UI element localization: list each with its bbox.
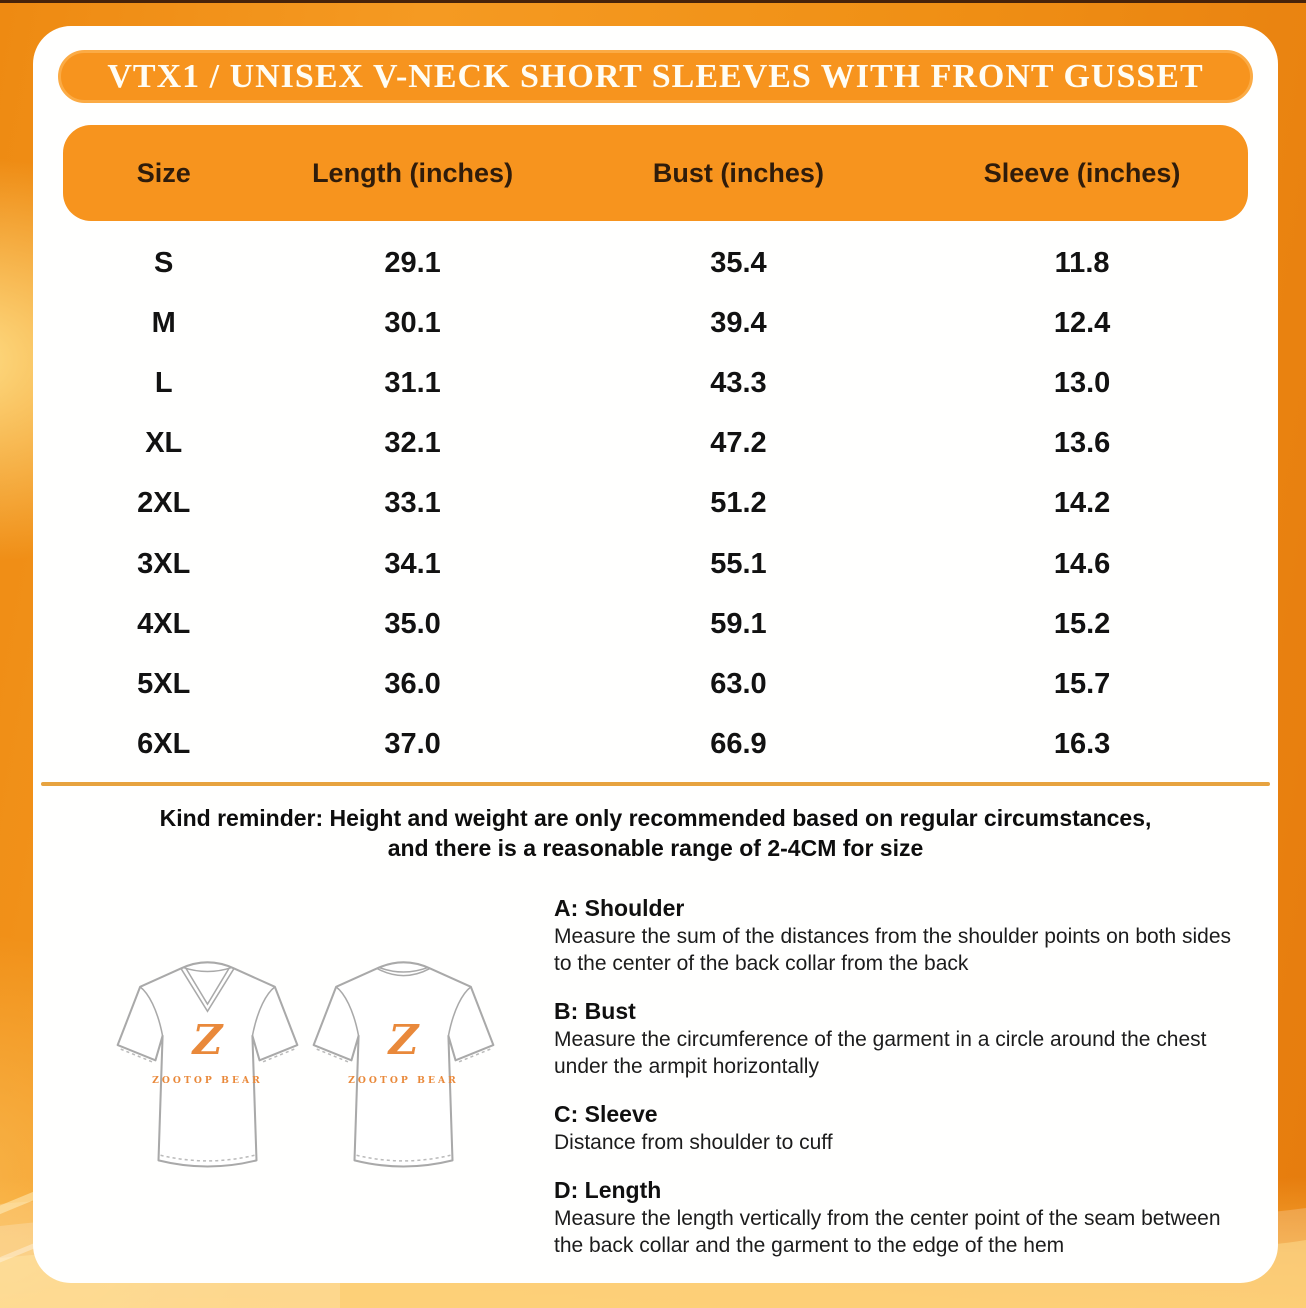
cell-bust: 35.4 bbox=[710, 246, 767, 279]
table-row bbox=[63, 414, 1248, 474]
measurement-description: Measure the sum of the distances from the shoulder points on both sides to the center of the back collar from the back bbox=[554, 925, 1232, 975]
column-header-size: Size bbox=[136, 157, 191, 188]
size-table-header-row bbox=[63, 125, 1248, 221]
page-title: VTX1 / UNISEX V-NECK SHORT SLEEVES WITH FRONT GUSSET bbox=[107, 57, 1204, 95]
measurement-description: Measure the circumference of the garment in a circle around the chest under the armpit horizontally bbox=[554, 1028, 1207, 1078]
measurement-item bbox=[554, 894, 1244, 977]
measurement-label: C: Sleeve bbox=[554, 1101, 658, 1127]
cell-bust: 63.0 bbox=[710, 668, 767, 701]
measurement-item bbox=[554, 1100, 1244, 1156]
cell-length: 31.1 bbox=[384, 367, 441, 400]
cell-length: 32.1 bbox=[384, 427, 441, 460]
brand-logo-letter: Z bbox=[388, 1016, 419, 1065]
measurement-label: B: Bust bbox=[554, 998, 636, 1024]
cell-size: 5XL bbox=[137, 668, 191, 701]
cell-sleeve: 14.2 bbox=[1053, 487, 1111, 520]
cell-size: M bbox=[151, 306, 176, 339]
cell-bust: 55.1 bbox=[710, 547, 767, 580]
size-chart-card bbox=[33, 26, 1278, 1283]
table-row bbox=[63, 534, 1248, 594]
measurement-description: Distance from shoulder to cuff bbox=[554, 1131, 833, 1154]
cell-size: 3XL bbox=[137, 547, 191, 580]
title-banner bbox=[58, 50, 1253, 103]
cell-size: L bbox=[154, 367, 173, 400]
table-row bbox=[63, 233, 1248, 293]
cell-sleeve: 13.6 bbox=[1053, 427, 1111, 460]
table-row bbox=[63, 655, 1248, 715]
table-row bbox=[63, 293, 1248, 353]
column-header-bust: Bust (inches) bbox=[652, 157, 824, 188]
section-divider bbox=[41, 782, 1270, 786]
reminder-line-1: Kind reminder: Height and weight are only recommended based on regular circumstances, bbox=[159, 805, 1152, 831]
tshirt-front-illustration bbox=[95, 946, 320, 1191]
measurement-item bbox=[554, 1176, 1244, 1259]
cell-bust: 66.9 bbox=[710, 728, 767, 761]
measurement-label: A: Shoulder bbox=[554, 895, 685, 921]
cell-size: 2XL bbox=[137, 487, 191, 520]
measurement-description: Measure the length vertically from the center point of the seam between the back collar and the garment to the edge of the hem bbox=[554, 1207, 1221, 1257]
cell-bust: 47.2 bbox=[710, 427, 767, 460]
cell-sleeve: 15.2 bbox=[1053, 607, 1111, 640]
cell-length: 37.0 bbox=[384, 728, 441, 761]
reminder-line-2: and there is a reasonable range of 2-4CM for size bbox=[387, 835, 924, 861]
table-row bbox=[63, 715, 1248, 775]
cell-length: 36.0 bbox=[384, 668, 441, 701]
table-row bbox=[63, 353, 1248, 413]
brand-logo-text: ZOOTOP BEAR bbox=[152, 1074, 263, 1086]
cell-bust: 39.4 bbox=[710, 306, 767, 339]
cell-length: 34.1 bbox=[384, 547, 441, 580]
cell-size: XL bbox=[145, 427, 183, 460]
measurement-guide bbox=[554, 894, 1244, 1279]
cell-sleeve: 13.0 bbox=[1053, 367, 1111, 400]
brand-logo-text: ZOOTOP BEAR bbox=[348, 1074, 459, 1086]
cell-sleeve: 15.7 bbox=[1053, 668, 1111, 701]
kind-reminder-note bbox=[33, 803, 1278, 863]
cell-length: 35.0 bbox=[384, 607, 441, 640]
tshirt-back-illustration bbox=[291, 946, 516, 1191]
brand-logo-letter: Z bbox=[192, 1016, 223, 1065]
table-row bbox=[63, 474, 1248, 534]
cell-length: 33.1 bbox=[384, 487, 441, 520]
cell-length: 29.1 bbox=[384, 246, 441, 279]
column-header-sleeve: Sleeve (inches) bbox=[983, 157, 1181, 188]
cell-sleeve: 12.4 bbox=[1053, 306, 1111, 339]
cell-bust: 51.2 bbox=[710, 487, 767, 520]
column-header-length: Length (inches) bbox=[312, 157, 514, 188]
cell-sleeve: 11.8 bbox=[1054, 246, 1110, 279]
cell-sleeve: 14.6 bbox=[1053, 547, 1111, 580]
cell-size: S bbox=[154, 246, 174, 279]
cell-length: 30.1 bbox=[384, 306, 441, 339]
cell-bust: 59.1 bbox=[710, 607, 767, 640]
cell-bust: 43.3 bbox=[710, 367, 767, 400]
measurement-label: D: Length bbox=[554, 1177, 662, 1203]
cell-size: 6XL bbox=[137, 728, 191, 761]
cell-sleeve: 16.3 bbox=[1053, 728, 1111, 761]
cell-size: 4XL bbox=[137, 607, 191, 640]
measurement-item bbox=[554, 997, 1244, 1080]
size-table-body bbox=[63, 233, 1248, 775]
tshirt-illustrations bbox=[95, 946, 555, 1198]
table-row bbox=[63, 594, 1248, 654]
